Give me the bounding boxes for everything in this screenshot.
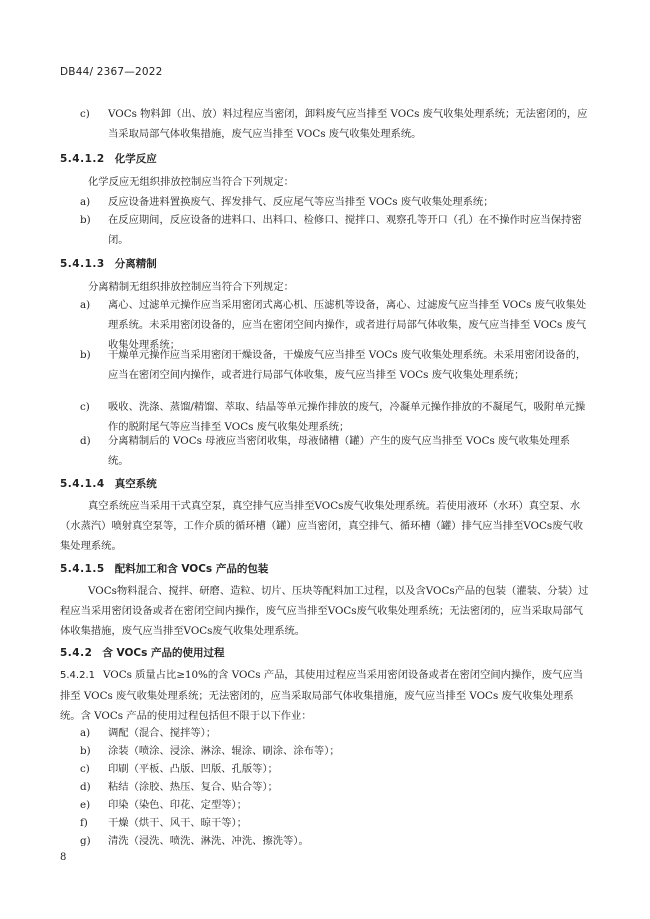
list-item xyxy=(80,813,590,833)
list-item xyxy=(80,431,590,471)
list-item xyxy=(80,723,590,743)
section-heading xyxy=(60,561,268,576)
section-lead: 分离精制无组织排放控制应当符合下列规定： xyxy=(88,281,294,293)
list-text: 在反应期间，反应设备的进料口、出料口、检修口、搅拌口、观察孔等开口（孔）在不操作时应当保持密闭。 xyxy=(108,214,582,246)
list-marker: c) xyxy=(80,763,90,775)
section-number: 5.4.1.3 xyxy=(60,258,105,270)
section-title: 含 VOCs 产品的使用过程 xyxy=(102,647,225,659)
list-item xyxy=(80,795,590,815)
clause-number: 5.4.2.1 xyxy=(60,670,95,681)
paragraph: 真空系统应当采用干式真空泵，真空排气应当排至VOCs废气收集处理系统。若使用液环（水环）真空泵、水（水蒸汽）喷射真空泵等，工作介质的循环槽（罐）应当密闭，真空排气、循环槽（罐）排气应当排至VOCs废气收集处理系统。 xyxy=(60,500,584,552)
list-text: 离心、过滤单元操作应当采用密闭式离心机、压滤机等设备，离心、过滤废气应当排至 VOCs 废气收集处理系统。未采用密闭设备的，应当在密闭空间内操作，或者进行局部气体收集，废气应当排至 VOCs 废气收集处理系统； xyxy=(108,299,587,351)
list-text: 反应设备进料置换废气、挥发排气、反应尾气等应当排至 VOCs 废气收集处理系统； xyxy=(108,196,494,208)
list-item xyxy=(80,210,590,250)
document-id: DB44/ 2367—2022 xyxy=(60,66,163,78)
list-text: 干燥（烘干、风干、晾干等）； xyxy=(108,817,248,829)
list-marker: a) xyxy=(80,727,91,739)
section-heading xyxy=(60,256,157,271)
list-text: 粘结（涂胶、热压、复合、贴合等）； xyxy=(108,781,278,793)
list-marker: c) xyxy=(80,108,90,120)
section-heading xyxy=(60,645,225,660)
list-text: 印染（染色、印花、定型等）； xyxy=(108,799,248,811)
list-marker: d) xyxy=(80,435,91,447)
page-number: 8 xyxy=(60,852,67,863)
paragraph: VOCs物料混合、搅拌、研磨、造粒、切片、压块等配料加工过程，以及含VOCs产品的包装（灌装、分装）过程应当采用密闭设备或者在密闭空间内操作，废气应当排至VOCs废气收集处理系统；无法密闭的，应当采取局部气体收集措施，废气应当排至VOCs废气收集处理系统。 xyxy=(60,585,589,637)
list-text: 干燥单元操作应当采用密闭干燥设备，干燥废气应当排至 VOCs 废气收集处理系统。未采用密闭设备的，应当在密闭空间内操作，或者进行局部气体收集，废气应当排至 VOCs 废气收集处理系统； xyxy=(108,349,587,381)
section-number: 5.4.1.2 xyxy=(60,153,105,165)
list-marker: b) xyxy=(80,349,91,361)
section-lead: 化学反应无组织排放控制应当符合下列规定： xyxy=(88,176,294,188)
list-marker: c) xyxy=(80,401,90,413)
list-text: 吸收、洗涤、蒸馏/精馏、萃取、结晶等单元操作排放的废气，冷凝单元操作排放的不凝尾气，吸附单元操作的脱附尾气等应当排至 VOCs 废气收集处理系统； xyxy=(108,401,586,433)
section-title: 化学反应 xyxy=(114,153,157,165)
list-marker: d) xyxy=(80,781,91,793)
list-item xyxy=(80,759,590,779)
list-marker: e) xyxy=(80,799,91,811)
list-marker: a) xyxy=(80,299,91,311)
section-heading xyxy=(60,151,157,166)
list-item xyxy=(80,831,590,851)
list-marker: b) xyxy=(80,745,91,757)
section-title: 真空系统 xyxy=(114,478,157,490)
list-item xyxy=(80,741,590,761)
section-title: 配料加工和含 VOCs 产品的包装 xyxy=(114,563,269,575)
clause-text: VOCs 质量占比≥10%的含 VOCs 产品，其使用过程应当采用密闭设备或者在密闭空间内操作，废气应当排至 VOCs 废气收集处理系统；无法密闭的，应当采取局部气体收集措施，废气应当排至 VOCs 废气收集处理系统。含 VOCs 产品的使用过程包括但不限于以下作业： xyxy=(60,669,584,722)
list-marker: f) xyxy=(80,817,88,829)
list-text: 分离精制后的 VOCs 母液应当密闭收集，母液储槽（罐）产生的废气应当排至 VOCs 废气收集处理系统。 xyxy=(108,435,571,467)
list-text: 清洗（浸洗、喷洗、淋洗、冲洗、擦洗等）。 xyxy=(108,835,309,847)
list-item xyxy=(80,777,590,797)
section-number: 5.4.2 xyxy=(60,647,93,659)
list-marker: b) xyxy=(80,214,91,226)
section-number: 5.4.1.5 xyxy=(60,563,105,575)
list-text: 印刷（平板、凸版、凹版、孔版等）； xyxy=(108,763,278,775)
list-marker: a) xyxy=(80,196,91,208)
list-text: VOCs 物料卸（出、放）料过程应当密闭，卸料废气应当排至 VOCs 废气收集处理系统；无法密闭的，应当采取局部气体收集措施，废气应当排至 VOCs 废气收集处理系统。 xyxy=(108,108,588,140)
list-item xyxy=(80,345,590,385)
list-marker: g) xyxy=(80,835,91,847)
list-text: 调配（混合、搅拌等）； xyxy=(108,727,217,739)
section-title: 分离精制 xyxy=(114,258,157,270)
section-number: 5.4.1.4 xyxy=(60,478,105,490)
section-heading xyxy=(60,476,157,491)
list-item xyxy=(80,192,590,212)
list-text: 涂装（喷涂、浸涂、淋涂、辊涂、刷涂、涂布等）； xyxy=(108,745,340,757)
paragraph xyxy=(60,665,590,726)
list-item xyxy=(80,104,590,144)
